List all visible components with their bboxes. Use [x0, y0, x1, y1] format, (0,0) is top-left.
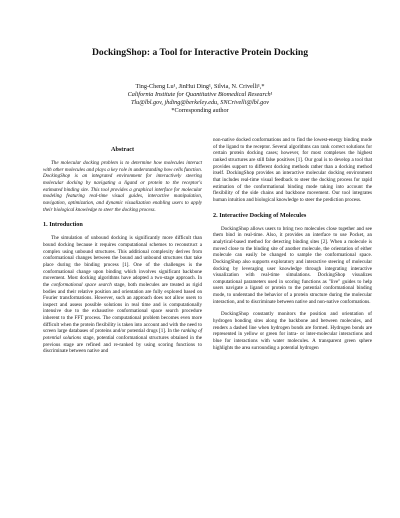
section2-paragraph-1: DockingShop allows users to bring two molecules close together and see them bind in real-time. Also, it provides an interface to use Pocket, an analytical-based method for detecting binding sites [2]. When a molecule is moved close to the binding site of another molecule, the orientation of either molecule can easily be changed to sample the conformational space. DockingShop also supports exploratory and interactive steering of molecular docking by leveraging user knowledge through integrating interactive visualization with real-time simulations. DockingShop visualizes computational parameters used in scoring functions as "live" guides to help users navigate a ligand or protein to the potential conformational binding mode, to understand the behavior of a protein structure during the molecular interaction, and to discriminate between native and non-native conformations. — [213, 225, 372, 305]
intro-text-a: The simulation of unbound docking is significantly more difficult than bound docking because it requires computational schemes to reconstruct a complex using unbound structures. This additional complexity derives from conformational changes between the bound and unbound structures that take place during the binding process [1]. One of the challenges is the conformational change upon binding which involves significant backbone movement. Most docking algorithms have adopted a two-stage approach. In the — [43, 235, 202, 288]
author-emails: Tlu@lbl.gov, jhding@berkeley.edu, SNCrivelli@lbl.gov — [130, 99, 270, 106]
abstract-heading: Abstract — [110, 146, 135, 153]
section2-paragraph-2: DockingShop constantly monitors the position and orientation of hydrogen bonding sites along the backbone and between molecules, and renders a dashed line when hydrogen bonds are formed. Hydrogen bonds are represented in yellow or green for intra- or inter-molecular interactions and blue for interactions with water molecules. A transparent green sphere highlights the area surrounding a potential hydrogen — [213, 311, 372, 351]
left-column — [43, 146, 202, 355]
corresponding-note: *Corresponding author — [171, 107, 229, 114]
intro-paragraph — [43, 235, 202, 355]
paper-title: DockingShop: a Tool for Interactive Protein Docking — [91, 47, 309, 58]
right-column — [213, 137, 372, 351]
intro-heading: 1. Introduction — [43, 221, 83, 229]
author-names: Ting-Cheng Lu¹, JinHui Ding¹, Silvia, N. Crivelli¹,* — [135, 83, 265, 90]
abstract-text: The molecular docking problem is to determine how molecules interact with other molecules and plays a key role in understanding how cells function. DockingShop is an integrated environment for interactively steering molecular docking by navigating a ligand or protein to the receptor's estimated binding site. This tool provides a graphical interface for molecular modeling featuring real-time visual guides, interactive manipulation, navigation, optimization, and dynamic visualization enabling users to apply their biological knowledge to steer the docking process. — [43, 160, 202, 213]
author-affiliation: California Institute for Quantitative Biomedical Research¹ — [127, 91, 273, 98]
intro-emphasis-1: conformational space search — [51, 281, 112, 288]
author-block — [20, 83, 380, 115]
intro-text-c: stage, potential conformational structures obtained in the previous stage are refined and re-ranked by using scoring functions to discriminate between native and — [43, 335, 202, 355]
intro-continuation: non-native docked conformations and to find the lowest-energy binding mode of the ligand to the receptor. Several algorithms can rank correct solutions for certain protein docking cases; however, for most complexes the highest ranked structures are still false positives [1]. Our goal is to develop a tool that provides support to different docking methods rather than a docking method itself. DockingShop provides an interactive molecular docking environment that includes real-time visual feedback to steer the docking process for rapid estimation of the conformational binding mode taking into account the flexibility of the side chains and backbone movement. Our tool integrates human intuition and biological knowledge to steer the prediction process. — [213, 137, 372, 203]
intro-emphasis-2: ranking of potential solutions — [43, 328, 202, 342]
section2-heading: 2. Interactive Docking of Molecules — [213, 211, 307, 219]
intro-text-b: stage, both molecules are treated as rigid bodies and their relative position and orientation are fully explored based on Fourier transformations. However, such an approach does not allow users to inspect and assess possible solutions in real time and is computationally intensive due to the exhaustive conformational space search procedure inherent to the FFT process. The computational problem becomes even more difficult when the protein flexibility is taken into account and with the need to screen large databases of proteins and/or potential drugs [1]. In the — [43, 281, 202, 335]
